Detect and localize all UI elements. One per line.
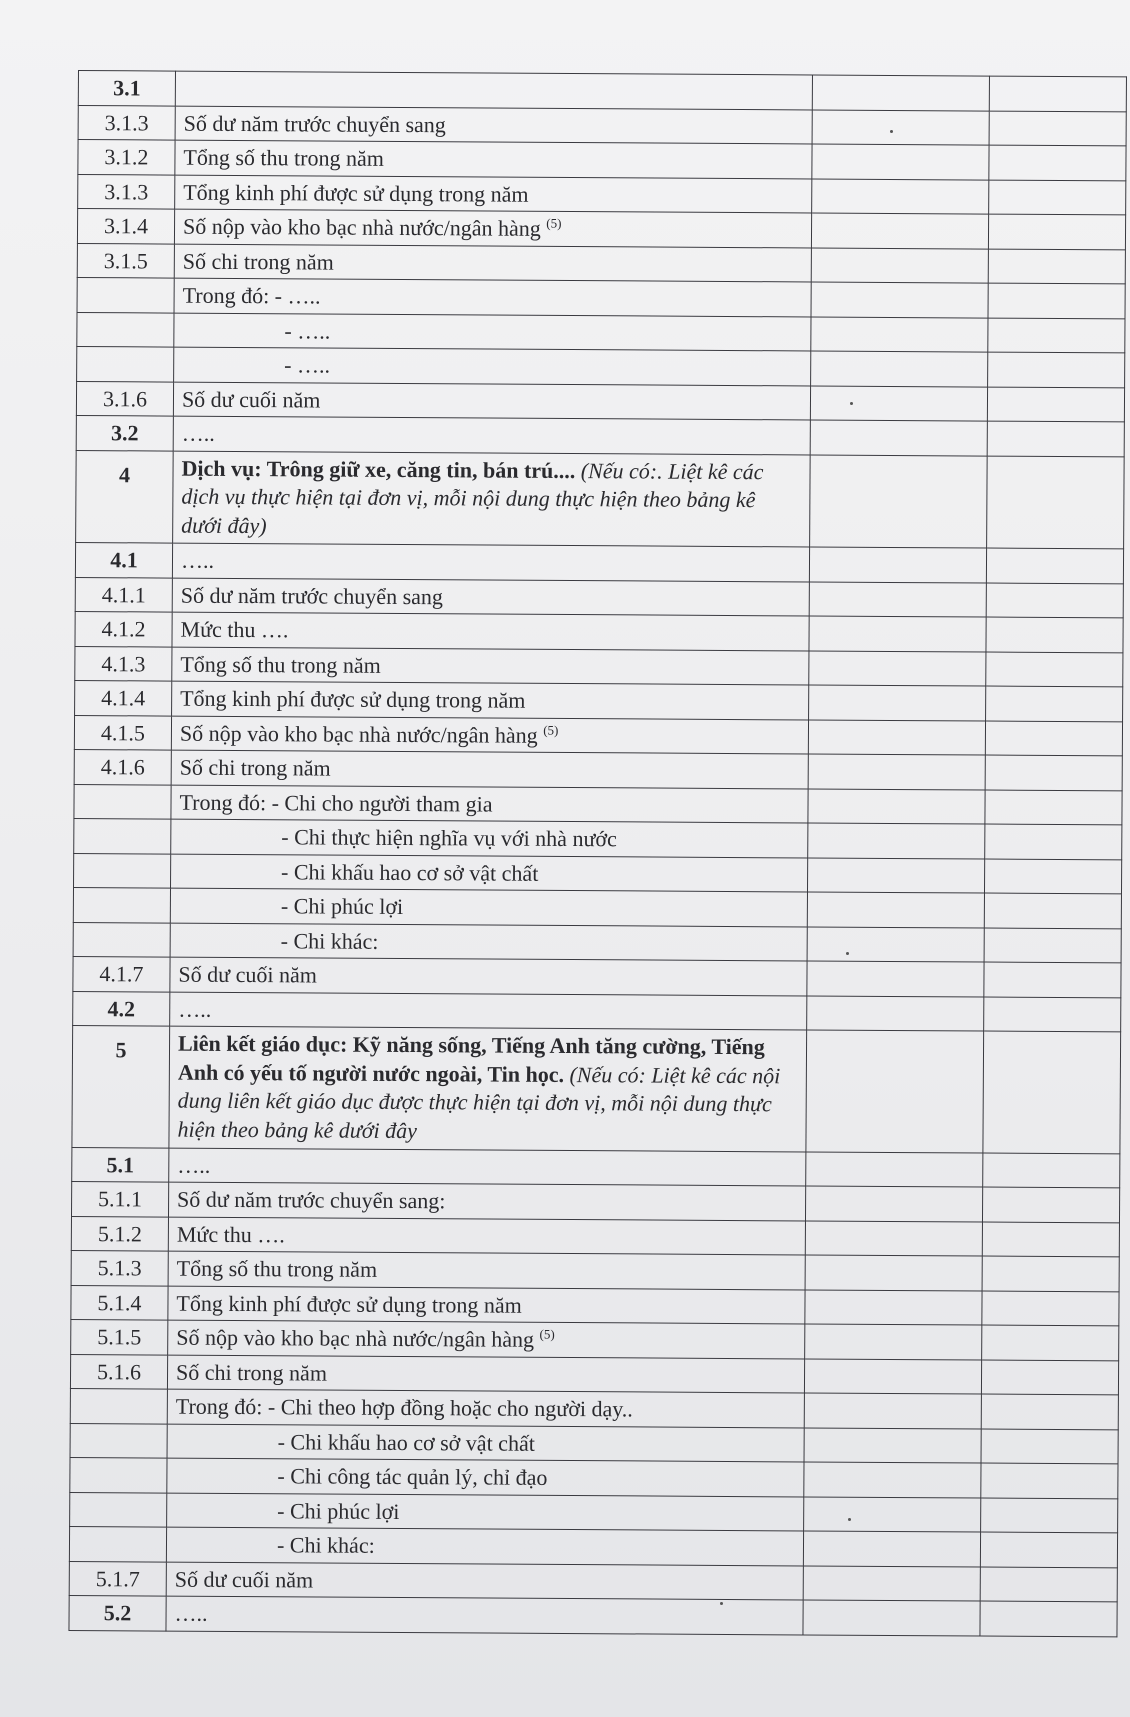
value-cell-2[interactable] <box>989 111 1126 146</box>
row-label: ….. <box>181 420 215 446</box>
value-cell-2[interactable] <box>983 1153 1120 1188</box>
row-label: - Chi phúc lợi <box>280 893 404 920</box>
value-cell-2[interactable] <box>989 145 1126 180</box>
row-content <box>170 923 807 961</box>
row-label: Số chi trong năm <box>182 248 334 275</box>
value-cell-1[interactable] <box>807 892 984 928</box>
row-content <box>168 1251 805 1289</box>
row-code: 5 <box>72 1026 170 1148</box>
row-content <box>167 1424 804 1462</box>
row-content <box>166 1562 803 1600</box>
footnote-ref: (5) <box>543 722 559 738</box>
row-label: Tổng số thu trong năm <box>180 651 381 678</box>
row-code: 5.1.4 <box>71 1285 168 1320</box>
value-cell-1[interactable] <box>812 75 989 111</box>
table-body <box>69 71 1127 1637</box>
value-cell-2[interactable] <box>989 76 1126 111</box>
row-content <box>173 382 810 420</box>
value-cell-2[interactable] <box>986 652 1123 687</box>
value-cell-1[interactable] <box>807 996 984 1032</box>
row-code <box>70 1389 167 1424</box>
row-content <box>170 992 807 1030</box>
value-cell-2[interactable] <box>985 824 1122 859</box>
row-code: 4.1 <box>75 543 172 578</box>
row-content <box>167 1389 804 1427</box>
table-row <box>72 1026 1121 1154</box>
row-content <box>172 647 809 685</box>
value-cell-1[interactable] <box>803 1600 980 1636</box>
value-cell-2[interactable] <box>982 1256 1119 1291</box>
row-label: - Chi khấu hao cơ sở vật chất <box>277 1428 535 1456</box>
row-label: Số chi trong năm <box>179 754 331 781</box>
value-cell-1[interactable] <box>805 1255 982 1291</box>
row-content <box>166 1527 803 1565</box>
row-label: - ….. <box>284 317 331 344</box>
value-cell-1[interactable] <box>804 1497 981 1533</box>
value-cell-2[interactable] <box>983 1031 1121 1153</box>
value-cell-1[interactable] <box>806 1152 983 1188</box>
row-label: Số dư năm trước chuyển sang <box>180 582 444 610</box>
value-cell-2[interactable] <box>985 721 1122 756</box>
value-cell-2[interactable] <box>986 617 1123 652</box>
row-content <box>171 716 808 754</box>
row-content <box>166 1596 803 1634</box>
row-content <box>175 140 812 178</box>
row-code <box>70 1492 167 1527</box>
value-cell-2[interactable] <box>988 249 1125 284</box>
speck-mark <box>720 1602 723 1605</box>
value-cell-2[interactable] <box>980 1532 1117 1567</box>
value-cell-1[interactable] <box>805 1186 982 1222</box>
value-cell-1[interactable] <box>804 1462 981 1498</box>
row-label: Tổng số thu trong năm <box>183 144 384 171</box>
financial-report-table <box>68 70 1127 1637</box>
row-content <box>174 313 811 351</box>
row-code: 3.1.5 <box>77 243 174 278</box>
section-heading: Liên kết giáo dục: Kỹ năng sống, Tiếng Anh tăng cường, Tiếng Anh có yếu tố người nước ngoài, Tin học. <box>177 1030 765 1087</box>
row-label: Trong đó: - Chi theo hợp đồng hoặc cho người dạy.. <box>175 1393 633 1422</box>
row-content <box>174 244 811 282</box>
value-cell-2[interactable] <box>985 755 1122 790</box>
value-cell-1[interactable] <box>803 1566 980 1602</box>
value-cell-2[interactable] <box>982 1291 1119 1326</box>
value-cell-1[interactable] <box>810 385 987 421</box>
section-note: (Nếu có: Liệt kê các nội dung liên kết giáo dục được thực hiện tại đơn vị, mỗi nội dung thực hiện theo bảng kê dưới đây <box>177 1061 781 1144</box>
row-content <box>171 750 808 788</box>
row-code <box>73 922 170 957</box>
value-cell-1[interactable] <box>806 1030 984 1152</box>
row-content <box>171 819 808 857</box>
value-cell-1[interactable] <box>812 178 989 214</box>
footnote-ref: (5) <box>546 215 562 231</box>
row-content <box>174 278 811 316</box>
row-label: Số dư cuối năm <box>174 1566 314 1593</box>
value-cell-2[interactable] <box>985 790 1122 825</box>
row-code <box>70 1423 167 1458</box>
footnote-ref: (5) <box>539 1326 555 1342</box>
row-code: 3.2 <box>76 415 173 450</box>
value-cell-1[interactable] <box>808 789 985 825</box>
row-label: Số nộp vào kho bạc nhà nước/ngân hàng <box>182 213 541 241</box>
row-label: ….. <box>178 996 212 1022</box>
value-cell-2[interactable] <box>981 1394 1118 1429</box>
row-label: ….. <box>174 1600 208 1626</box>
value-cell-1[interactable] <box>809 651 986 687</box>
speck-mark <box>846 952 849 955</box>
value-cell-2[interactable] <box>986 583 1123 618</box>
row-label: Tổng số thu trong năm <box>176 1255 378 1283</box>
value-cell-1[interactable] <box>812 109 989 145</box>
value-cell-2[interactable] <box>986 686 1123 721</box>
value-cell-1[interactable] <box>807 927 984 963</box>
value-cell-1[interactable] <box>804 1359 981 1395</box>
row-code: 5.2 <box>69 1596 166 1631</box>
value-cell-1[interactable] <box>811 316 988 352</box>
value-cell-1[interactable] <box>805 1221 982 1257</box>
row-content <box>172 681 809 719</box>
row-code <box>73 888 170 923</box>
value-cell-2[interactable] <box>982 1222 1119 1257</box>
value-cell-2[interactable] <box>980 1567 1117 1602</box>
row-label: Số dư năm trước chuyển sang <box>183 110 446 137</box>
row-label: Mức thu …. <box>176 1221 285 1247</box>
speck-mark <box>850 402 853 405</box>
value-cell-2[interactable] <box>984 928 1121 963</box>
value-cell-1[interactable] <box>809 547 986 583</box>
value-cell-2[interactable] <box>988 352 1125 387</box>
row-label: Mức thu …. <box>180 616 289 643</box>
row-code <box>70 1458 167 1493</box>
value-cell-2[interactable] <box>984 997 1121 1032</box>
row-content <box>168 1320 805 1358</box>
value-cell-2[interactable] <box>982 1325 1119 1360</box>
row-code <box>77 277 174 312</box>
value-cell-1[interactable] <box>808 823 985 859</box>
row-code: 4 <box>76 450 174 543</box>
value-cell-1[interactable] <box>809 685 986 721</box>
row-code: 3.1.3 <box>78 174 175 209</box>
row-code: 3.1.2 <box>78 140 175 175</box>
row-content <box>167 1355 804 1393</box>
row-content <box>167 1493 804 1531</box>
value-cell-1[interactable] <box>803 1531 980 1567</box>
row-label: - Chi công tác quản lý, chỉ đạo <box>277 1463 548 1491</box>
row-label: Số dư năm trước chuyển sang: <box>177 1186 446 1214</box>
value-cell-2[interactable] <box>987 387 1124 422</box>
value-cell-2[interactable] <box>981 1463 1118 1498</box>
row-code <box>77 346 174 381</box>
row-code: 3.1.6 <box>76 381 173 416</box>
value-cell-1[interactable] <box>808 720 985 756</box>
row-content <box>168 1286 805 1324</box>
value-cell-2[interactable] <box>981 1498 1118 1533</box>
row-content <box>168 1217 805 1255</box>
form-sheet <box>68 70 1118 1637</box>
row-code: 4.1.5 <box>74 715 171 750</box>
value-cell-1[interactable] <box>812 144 989 180</box>
row-code: 3.1.4 <box>77 209 174 244</box>
value-cell-1[interactable] <box>811 351 988 387</box>
row-label: - Chi khấu hao cơ sở vật chất <box>281 859 539 886</box>
row-content <box>171 854 808 892</box>
row-content <box>172 543 809 581</box>
section-heading: Dịch vụ: Trông giữ xe, căng tin, bán trú.... <box>181 455 576 483</box>
row-code: 4.1.2 <box>75 612 172 647</box>
value-cell-1[interactable] <box>810 454 988 548</box>
row-code: 4.1.1 <box>75 577 172 612</box>
row-content <box>169 1026 807 1151</box>
value-cell-2[interactable] <box>989 180 1126 215</box>
value-cell-1[interactable] <box>809 582 986 618</box>
row-content <box>173 451 811 548</box>
value-cell-2[interactable] <box>988 318 1125 353</box>
row-content <box>175 175 812 213</box>
value-cell-2[interactable] <box>987 456 1125 550</box>
value-cell-2[interactable] <box>987 421 1124 456</box>
row-label: Số dư cuối năm <box>181 386 321 412</box>
row-label: Tổng kinh phí được sử dụng trong năm <box>183 179 529 207</box>
value-cell-1[interactable] <box>811 247 988 283</box>
table-row <box>76 450 1125 549</box>
row-code: 5.1.5 <box>71 1320 168 1355</box>
value-cell-2[interactable] <box>981 1429 1118 1464</box>
row-code: 3.1.3 <box>78 105 175 140</box>
row-code: 5.1.3 <box>71 1251 168 1286</box>
value-cell-1[interactable] <box>810 420 987 456</box>
row-content <box>175 71 812 109</box>
speck-mark <box>890 130 893 133</box>
row-code <box>74 784 171 819</box>
row-code: 3.1 <box>78 71 175 106</box>
value-cell-1[interactable] <box>808 754 985 790</box>
row-label: Trong đó: - ….. <box>182 282 321 309</box>
row-content <box>172 578 809 616</box>
row-code: 4.1.7 <box>73 957 170 992</box>
value-cell-1[interactable] <box>809 616 986 652</box>
row-code: 4.1.6 <box>74 750 171 785</box>
row-content <box>172 612 809 650</box>
value-cell-2[interactable] <box>988 283 1125 318</box>
row-label: ….. <box>177 1152 211 1178</box>
row-content <box>175 106 812 144</box>
row-label: - Chi phúc lợi <box>277 1497 400 1524</box>
value-cell-1[interactable] <box>805 1324 982 1360</box>
row-content <box>174 209 811 247</box>
row-label: Số nộp vào kho bạc nhà nước/ngân hàng <box>179 720 538 748</box>
row-code: 4.2 <box>73 991 170 1026</box>
value-cell-2[interactable] <box>984 893 1121 928</box>
row-content <box>171 785 808 823</box>
row-label: Số chi trong năm <box>175 1359 328 1386</box>
row-content <box>173 416 810 454</box>
row-code <box>74 819 171 854</box>
value-cell-1[interactable] <box>807 961 984 997</box>
row-code: 4.1.4 <box>75 681 172 716</box>
row-label: - Chi thực hiện nghĩa vụ với nhà nước <box>281 824 617 852</box>
value-cell-1[interactable] <box>804 1428 981 1464</box>
row-code: 5.1 <box>72 1147 169 1182</box>
value-cell-1[interactable] <box>811 213 988 249</box>
row-label: - Chi khác: <box>276 1532 375 1558</box>
row-label: ….. <box>180 547 215 574</box>
value-cell-2[interactable] <box>984 962 1121 997</box>
value-cell-2[interactable] <box>982 1187 1119 1222</box>
row-content <box>170 888 807 926</box>
row-content <box>168 1182 805 1220</box>
value-cell-2[interactable] <box>980 1601 1117 1636</box>
value-cell-1[interactable] <box>805 1290 982 1326</box>
value-cell-1[interactable] <box>807 858 984 894</box>
row-label: - ….. <box>284 352 331 378</box>
value-cell-2[interactable] <box>984 859 1121 894</box>
row-label: Số dư cuối năm <box>178 961 317 988</box>
row-code: 5.1.2 <box>71 1216 168 1251</box>
row-label: Tổng kinh phí được sử dụng trong năm <box>180 685 526 714</box>
value-cell-1[interactable] <box>811 282 988 318</box>
row-code <box>69 1527 166 1562</box>
row-code <box>77 312 174 347</box>
row-content <box>174 347 811 385</box>
row-code: 5.1.6 <box>70 1354 167 1389</box>
value-cell-1[interactable] <box>804 1393 981 1429</box>
row-code: 5.1.1 <box>71 1182 168 1217</box>
row-label: Số nộp vào kho bạc nhà nước/ngân hàng <box>176 1324 535 1352</box>
speck-mark <box>848 1518 851 1521</box>
row-content <box>167 1458 804 1496</box>
value-cell-2[interactable] <box>981 1360 1118 1395</box>
section-note: (Nếu có:. Liệt kê các dịch vụ thực hiện tại đơn vị, mỗi nội dung thực hiện theo bảng kê dưới đây) <box>181 457 764 538</box>
row-code <box>74 853 171 888</box>
row-label: Tổng kinh phí được sử dụng trong năm <box>176 1290 522 1318</box>
row-label: - Chi khác: <box>280 928 379 954</box>
row-label: Trong đó: - Chi cho người tham gia <box>179 789 493 817</box>
row-code: 4.1.3 <box>75 646 172 681</box>
row-content <box>170 957 807 995</box>
value-cell-2[interactable] <box>988 214 1125 249</box>
row-content <box>169 1148 806 1186</box>
row-code: 5.1.7 <box>69 1561 166 1596</box>
value-cell-2[interactable] <box>986 548 1123 583</box>
table-row <box>69 1596 1117 1637</box>
